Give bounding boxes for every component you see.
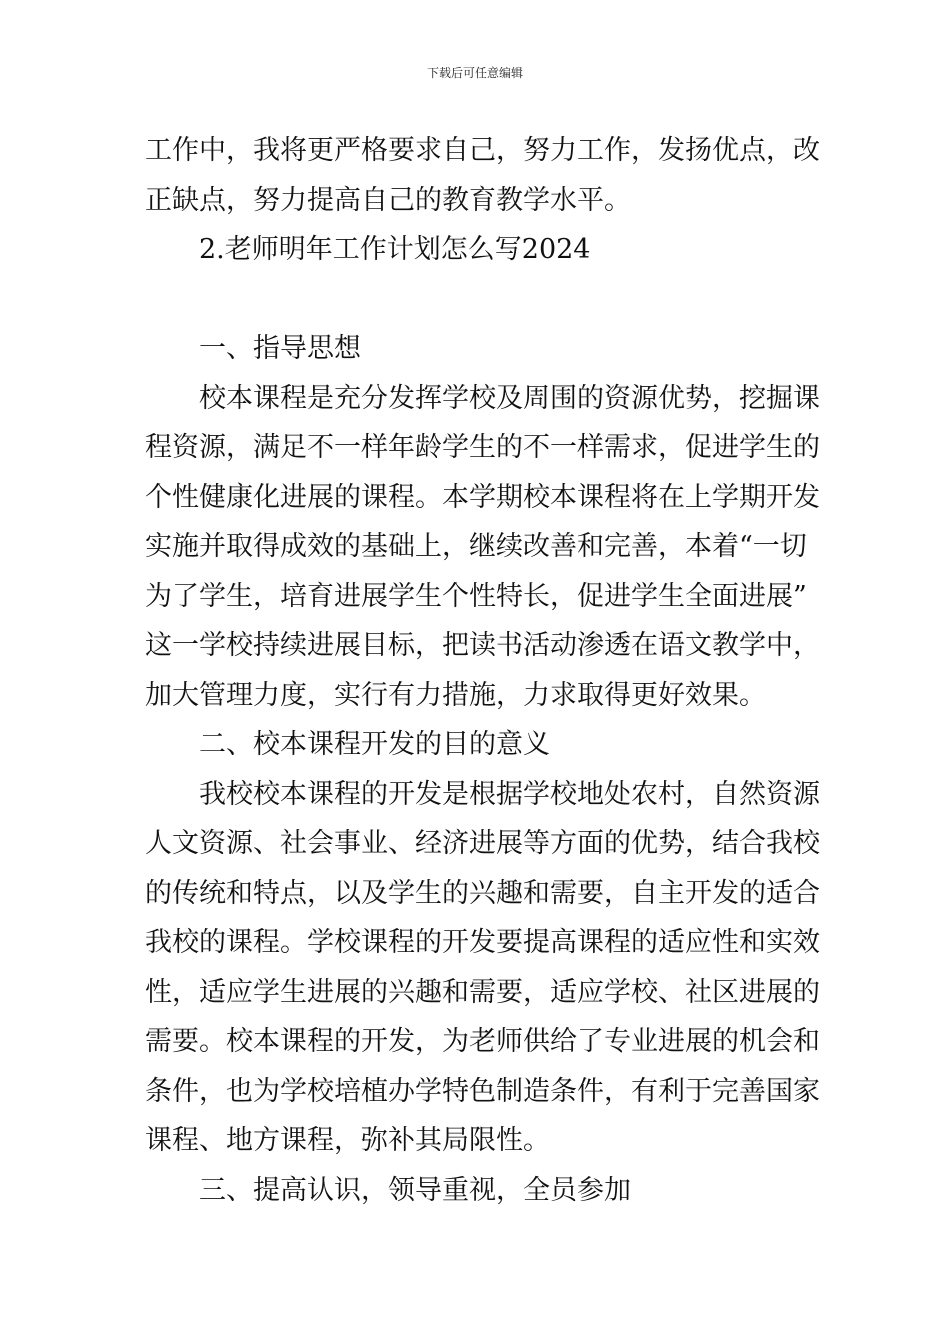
text-line: 人文资源、社会事业、经济进展等方面的优势，结合我校 <box>145 828 820 859</box>
text-line: 这一学校持续进展目标，把读书活动渗透在语文教学中， <box>145 630 820 661</box>
text-line: 一、指导思想 <box>199 333 361 364</box>
text-line: 需要。校本课程的开发，为老师供给了专业进展的机会和 <box>145 1026 820 1057</box>
text-line: 为了学生，培育进展学生个性特长，促进学生全面进展” <box>145 580 807 612</box>
document-body <box>145 126 820 1215</box>
text-line: 二、校本课程开发的目的意义 <box>199 729 550 760</box>
text-line: 我校校本课程的开发是根据学校地处农村，自然资源 <box>199 778 820 810</box>
text-line: 实施并取得成效的基础上，继续改善和完善，本着“一切 <box>145 531 807 562</box>
blank-line <box>145 275 809 325</box>
text-line: 的传统和特点，以及学生的兴趣和需要，自主开发的适合 <box>145 877 820 909</box>
text-line: 正缺点，努力提高自己的教育教学水平。 <box>145 184 631 216</box>
text-line: 条件，也为学校培植办学特色制造条件，有利于完善国家 <box>145 1075 820 1107</box>
text-line: 我校的课程。学校课程的开发要提高课程的适应性和实效 <box>145 927 820 958</box>
text-line: 课程、地方课程，弥补其局限性。 <box>145 1125 550 1156</box>
text-line: 三、提高认识，领导重视，全员参加 <box>199 1174 631 1206</box>
text-line: 个性健康化进展的课程。本学期校本课程将在上学期开发 <box>145 481 820 513</box>
page-header: 下载后可任意编辑 <box>426 66 523 80</box>
text-line: 2.老师明年工作计划怎么写2024 <box>199 234 591 265</box>
text-line: 校本课程是充分发挥学校及周围的资源优势，挖掘课 <box>199 382 820 414</box>
text-line: 加大管理力度，实行有力措施，力求取得更好效果。 <box>145 679 766 711</box>
text-line: 性，适应学生进展的兴趣和需要，适应学校、社区进展的 <box>145 976 820 1008</box>
text-line: 程资源，满足不一样年龄学生的不一样需求，促进学生的 <box>145 432 820 463</box>
text-line: 工作中，我将更严格要求自己，努力工作，发扬优点，改 <box>145 135 820 166</box>
